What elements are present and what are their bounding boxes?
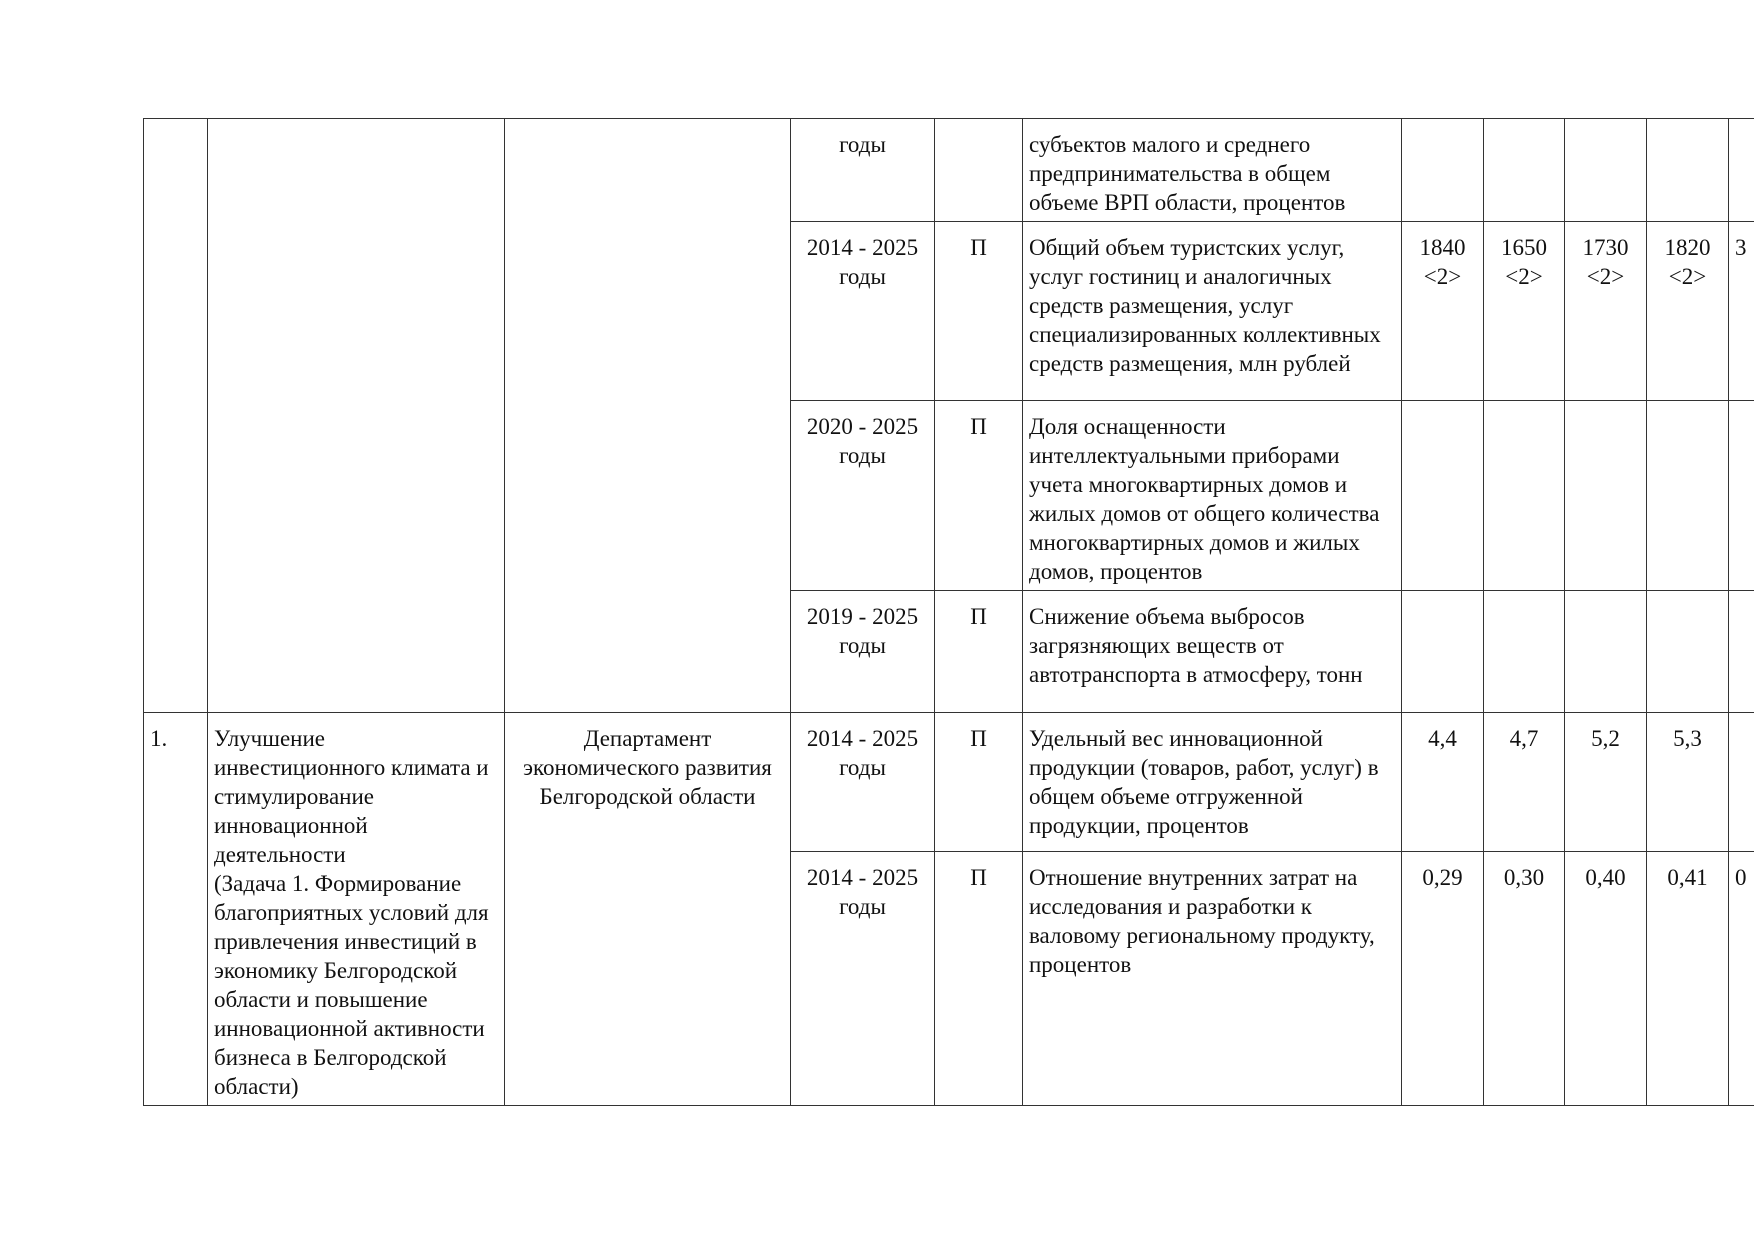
cell-type: П [935,851,1023,1105]
cell-value [1565,401,1647,591]
cell-value [1647,591,1729,713]
cell-value: 1840 <2> [1402,222,1484,401]
cell-value [1647,401,1729,591]
cell-indicator: субъектов малого и среднего предпринимательства в общем объеме ВРП области, процентов [1023,119,1402,222]
cell-indicator: Снижение объема выбросов загрязняющих веществ от автотранспорта в атмосферу, тонн [1023,591,1402,713]
cell-value [1402,119,1484,222]
cell-period: годы [791,119,935,222]
cell-period: 2014 - 2025 годы [791,222,935,401]
cell-value: 1650 <2> [1484,222,1565,401]
cell-indicator: Общий объем туристских услуг, услуг гостиниц и аналогичных средств размещения, услуг специализированных коллективных средств размещения, млн рублей [1023,222,1402,401]
cell-type: П [935,222,1023,401]
table-row [144,713,1754,852]
cell-value [1565,119,1647,222]
cell-value [1647,119,1729,222]
cell-title-empty [208,119,505,713]
cell-value: 5,2 [1565,713,1647,852]
cell-period: 2020 - 2025 годы [791,401,935,591]
section-title: Улучшение инвестиционного климата и стимулирование инновационной деятельности (Задача 1. Формирование благоприятных условий для привлечения инвестиций в экономику Белгородской области и повышение инновационной активности бизнеса в Белгородской области) [208,713,505,1106]
cell-value: 4,7 [1484,713,1565,852]
cell-indicator: Удельный вес инновационной продукции (товаров, работ, услуг) в общем объеме отгруженной продукции, процентов [1023,713,1402,852]
cell-indicator: Отношение внутренних затрат на исследования и разработки к валовому региональному продукту, процентов [1023,851,1402,1105]
cell-type: П [935,401,1023,591]
cell-value: 0,29 [1402,851,1484,1105]
cell-value: 5,3 [1647,713,1729,852]
cell-value: 0,41 [1647,851,1729,1105]
cell-value [1484,591,1565,713]
cell-value [1402,401,1484,591]
cell-value: 0 [1729,851,1754,1105]
cell-type: П [935,713,1023,852]
section-executor: Департамент экономического развития Белгородской области [505,713,791,1106]
cell-value [1402,591,1484,713]
cell-value [1729,591,1754,713]
cell-value [1729,401,1754,591]
table-row [144,119,1754,222]
cell-value [1729,713,1754,852]
indicators-table [143,118,1754,1106]
cell-value: 3 [1729,222,1754,401]
section-number: 1. [144,713,208,1106]
cell-number-empty [144,119,208,713]
cell-period: 2014 - 2025 годы [791,713,935,852]
cell-value [1565,591,1647,713]
cell-value [1484,119,1565,222]
cell-type: П [935,591,1023,713]
cell-value [1484,401,1565,591]
cell-period: 2019 - 2025 годы [791,591,935,713]
cell-value: 0,40 [1565,851,1647,1105]
cell-indicator: Доля оснащенности интеллектуальными приборами учета многоквартирных домов и жилых домов от общего количества многоквартирных домов и жилых домов, процентов [1023,401,1402,591]
cell-type [935,119,1023,222]
cell-executor-empty [505,119,791,713]
cell-period: 2014 - 2025 годы [791,851,935,1105]
cell-value [1729,119,1754,222]
cell-value: 4,4 [1402,713,1484,852]
cell-value: 0,30 [1484,851,1565,1105]
cell-value: 1730 <2> [1565,222,1647,401]
cell-value: 1820 <2> [1647,222,1729,401]
